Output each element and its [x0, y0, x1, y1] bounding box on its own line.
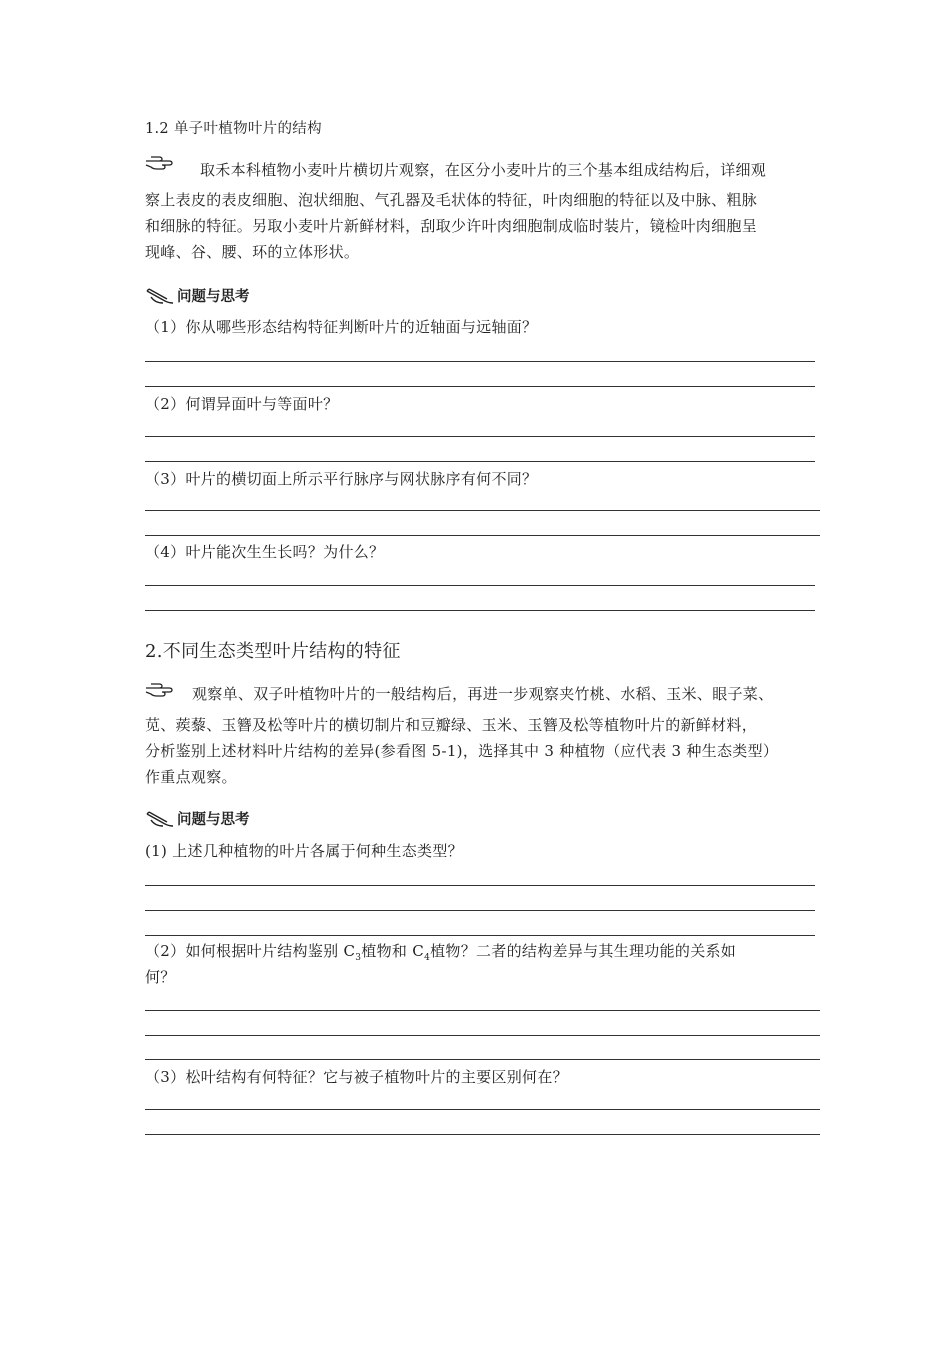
pointing-hand-icon	[145, 153, 175, 173]
writing-hand-icon	[145, 810, 175, 828]
answer-line	[145, 1059, 820, 1060]
section-title-1-2: 1.2 单子叶植物叶片的结构	[145, 121, 322, 137]
writing-hand-icon	[145, 287, 175, 305]
instruction-text: 和细脉的特征。另取小麦叶片新鲜材料，刮取少许叶肉细胞制成临时装片，镜检叶肉细胞呈	[145, 217, 758, 235]
answer-line	[145, 935, 815, 936]
question-2	[145, 938, 736, 971]
answer-line	[145, 436, 815, 437]
question-3: （3）叶片的横切面上所示平行脉序与网状脉序有何不同？	[145, 470, 538, 488]
instruction-text: 作重点观察。	[145, 768, 237, 786]
questions-heading	[145, 285, 250, 306]
instruction-text: 分析鉴别上述材料叶片结构的差异(参看图 5-1)，选择其中 3 种植物（应代表 3 种生态类型）	[145, 742, 779, 760]
answer-line	[145, 585, 815, 586]
answer-line	[145, 535, 820, 536]
answer-line	[145, 386, 815, 387]
question-1: (1) 上述几种植物的叶片各属于何种生态类型？	[145, 842, 463, 860]
instruction-text: 苋、蒺藜、玉簪及松等叶片的横切制片和豆瓣绿、玉米、玉簪及松等植物叶片的新鲜材料，	[145, 716, 758, 734]
section-title-2: 2.不同生态类型叶片结构的特征	[145, 641, 401, 662]
question-2-continuation: 何？	[145, 968, 176, 986]
question-2-text: （2）如何根据叶片结构鉴别 C	[145, 942, 356, 960]
instruction-text: 现峰、谷、腰、环的立体形状。	[145, 243, 360, 261]
answer-line	[145, 1134, 820, 1135]
question-1: （1）你从哪些形态结构特征判断叶片的近轴面与远轴面？	[145, 318, 538, 336]
subscript: 4	[424, 953, 431, 963]
answer-line	[145, 1035, 820, 1036]
answer-line	[145, 510, 820, 511]
answer-line	[145, 361, 815, 362]
questions-heading-text: 问题与思考	[177, 289, 250, 305]
answer-line	[145, 1010, 820, 1011]
questions-heading-text: 问题与思考	[177, 812, 250, 828]
question-3: （3）松叶结构有何特征？它与被子植物叶片的主要区别何在？	[145, 1068, 568, 1086]
question-2: （2）何谓异面叶与等面叶？	[145, 395, 339, 413]
instruction-text: 察上表皮的表皮细胞、泡状细胞、气孔器及毛状体的特征，叶肉细胞的特征以及中脉、粗脉	[145, 191, 758, 209]
question-2-text: 植物？二者的结构差异与其生理功能的关系如	[430, 942, 737, 960]
subscript: 3	[355, 953, 362, 963]
question-4: （4）叶片能次生生长吗？为什么？	[145, 543, 385, 561]
questions-heading	[145, 808, 250, 829]
answer-line	[145, 885, 815, 886]
answer-line	[145, 461, 815, 462]
pointing-hand-icon	[145, 680, 175, 700]
instruction-text: 取禾本科植物小麦叶片横切片观察，在区分小麦叶片的三个基本组成结构后，详细观	[200, 161, 767, 179]
instruction-text: 观察单、双子叶植物叶片的一般结构后，再进一步观察夹竹桃、水稻、玉米、眼子菜、	[192, 685, 774, 703]
answer-line	[145, 610, 815, 611]
question-2-text: 植物和 C	[361, 942, 425, 960]
answer-line	[145, 1109, 820, 1110]
answer-line	[145, 910, 815, 911]
